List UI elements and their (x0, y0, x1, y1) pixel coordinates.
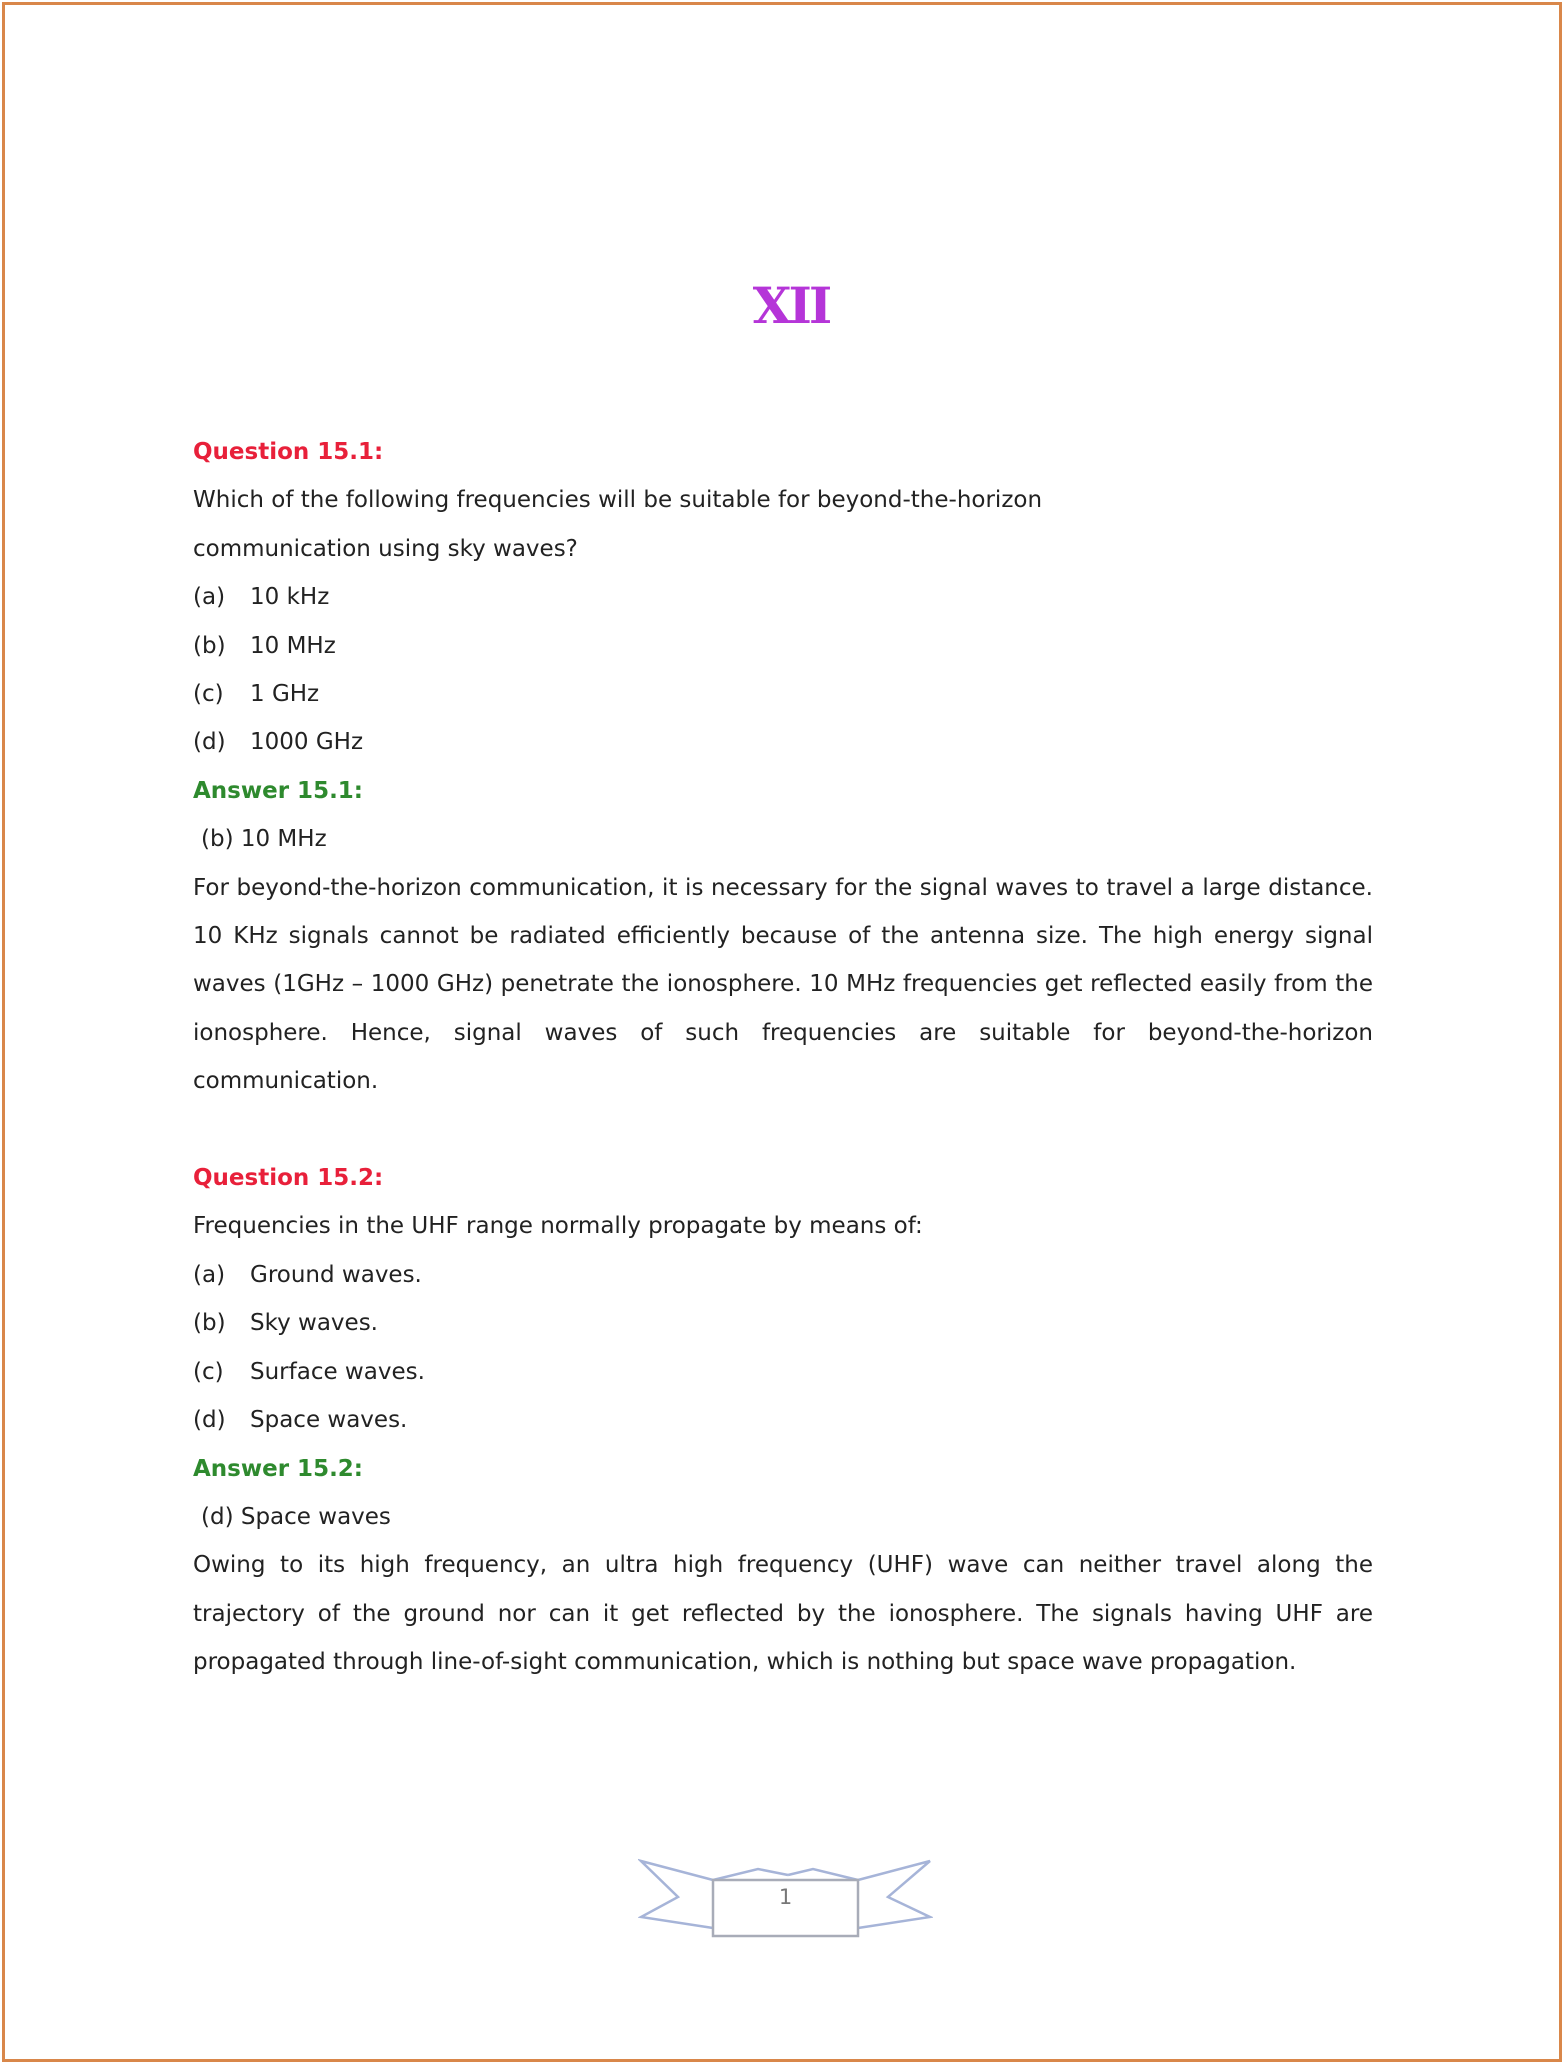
question-label: Question 15.1: (193, 439, 384, 465)
answer-label: Answer 15.2: (193, 1455, 364, 1482)
option-text: 1 GHz (250, 681, 320, 708)
answer-explanation: For beyond-the-horizon communication, it is necessary for the signal waves to travel a large distance. 10 KHz signals cannot be radiated efficiently because of the antenna size. The high energy signal waves (1GHz – 1000 GHz) penetrate the ionosphere. 10 MHz frequencies get reflected easily from the ionosphere. Hence, signal waves of such frequencies are suitable for beyond-the-horizon communication. (193, 874, 1373, 1095)
answer-explanation: Owing to its high frequency, an ultra high frequency (UHF) wave can neither travel along the trajectory of the ground nor can it get reflected by the ionosphere. The signals having UHF are propagated through line-of-sight communication, which is nothing but space wave propagation. (193, 1552, 1373, 1676)
option-text: Space waves. (250, 1407, 408, 1434)
option-label: (a) (193, 1261, 226, 1288)
page-number-ribbon (638, 1855, 933, 1945)
option (193, 1299, 1373, 1347)
option (193, 1251, 1373, 1299)
answer-label: Answer 15.1: (193, 777, 364, 804)
option-text: 10 MHz (250, 632, 336, 659)
option (193, 573, 1373, 621)
option-text: Ground waves. (250, 1261, 422, 1288)
option-label: (d) (193, 729, 226, 756)
option-text: Surface waves. (250, 1358, 425, 1385)
answer-choice: (b) 10 MHz (201, 826, 327, 853)
option-label: (d) (193, 1407, 226, 1434)
option-label: (a) (193, 584, 226, 611)
option-label: (b) (193, 1310, 226, 1337)
option-text: 1000 GHz (250, 729, 364, 756)
question-label: Question 15.2: (193, 1165, 384, 1192)
option (193, 1348, 1373, 1396)
question-text-line: Frequencies in the UHF range normally propagate by means of: (193, 1213, 923, 1240)
option-text: 10 kHz (250, 584, 330, 611)
option (193, 1396, 1373, 1444)
page-number: 1 (778, 1885, 793, 1909)
option-label: (c) (193, 1358, 224, 1385)
answer-choice: (d) Space waves (201, 1503, 391, 1530)
question-text-line: communication using sky waves? (193, 535, 578, 562)
document-body (193, 428, 1373, 1687)
option-text: Sky waves. (250, 1310, 378, 1337)
option (193, 718, 1373, 766)
option-label: (b) (193, 632, 226, 659)
question-text-line: Which of the following frequencies will be suitable for beyond-the-horizon (193, 487, 1043, 514)
page-title: XII (752, 276, 830, 335)
option-label: (c) (193, 681, 224, 708)
option (193, 622, 1373, 670)
option (193, 670, 1373, 718)
